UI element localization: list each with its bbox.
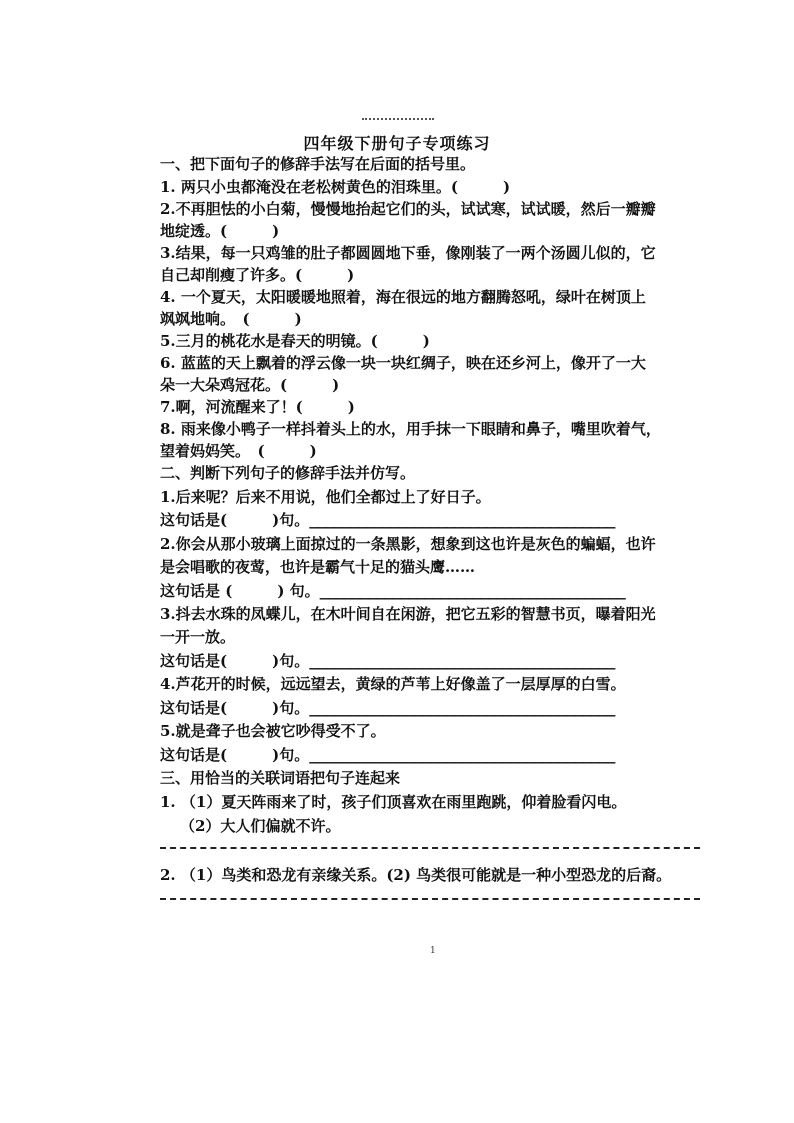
s1-line-4: 3.结果，每一只鸡雏的肚子都圆圆地下垂，像刚装了一两个汤圆儿似的，它 bbox=[160, 244, 656, 262]
s2-answer-4-label: 这句话是( )句。 bbox=[160, 699, 310, 717]
s3-q1-part2: （2）大人们偏就不许。 bbox=[180, 817, 341, 835]
s1-line-1: 1. 两只小虫都淹没在老松树黄色的泪珠里。( ) bbox=[160, 178, 511, 196]
s2-q3-line1: 3.抖去水珠的凤蝶儿，在木叶间自在闲游，把它五彩的智慧书页，曝着阳光 bbox=[160, 605, 656, 623]
s3-q2-answer-line[interactable] bbox=[160, 898, 700, 900]
s3-q1-part1: 1. （1）夏天阵雨来了时，孩子们顶喜欢在雨里跑跳，仰着脸看闪电。 bbox=[160, 793, 627, 811]
s2-q5: 5.就是聋子也会被它吵得受不了。 bbox=[160, 722, 386, 740]
s2-answer-2-rule: ______________________________________ bbox=[319, 582, 625, 600]
s1-line-3: 地绽透。( ) bbox=[160, 222, 280, 240]
s2-answer-1 bbox=[160, 510, 614, 530]
s2-answer-5 bbox=[160, 745, 614, 765]
s2-answer-3-label: 这句话是( )句。 bbox=[160, 652, 310, 670]
page-title: 四年级下册句子专项练习 bbox=[303, 134, 491, 153]
s1-line-11: 7.啊，河流醒来了！( ) bbox=[160, 398, 355, 416]
s1-line-10: 朵一大朵鸡冠花。( ) bbox=[160, 376, 340, 394]
s2-answer-3 bbox=[160, 651, 614, 671]
s1-line-9: 6. 蓝蓝的天上飘着的浮云像一块一块红绸子，映在还乡河上，像开了一大 bbox=[160, 354, 646, 372]
s2-answer-4 bbox=[160, 698, 614, 718]
s2-answer-1-label: 这句话是( )句。 bbox=[160, 511, 310, 529]
s1-line-5: 自己却削瘦了许多。( ) bbox=[160, 266, 355, 284]
page-number: 1 bbox=[430, 946, 436, 956]
s2-answer-4-rule: ______________________________________ bbox=[309, 699, 615, 717]
s3-q1-answer-line[interactable] bbox=[160, 847, 700, 849]
s2-q3-line2: 一开一放。 bbox=[160, 628, 236, 646]
s2-q1: 1.后来呢？后来不用说，他们全都过上了好日子。 bbox=[160, 488, 491, 506]
s2-answer-1-rule: ______________________________________ bbox=[309, 511, 615, 529]
section3-heading: 三、用恰当的关联词语把句子连起来 bbox=[160, 769, 401, 787]
s3-q2: 2. （1）鸟类和恐龙有亲缘关系。(2) 鸟类很可能就是一种小型恐龙的后裔。 bbox=[160, 866, 672, 884]
s2-q2-line2: 是会唱歌的夜莺，也许是霸气十足的猫头鹰…… bbox=[160, 558, 476, 576]
s1-line-12: 8. 雨来像小鸭子一样抖着头上的水，用手抹一下眼睛和鼻子，嘴里吹着气， bbox=[160, 420, 661, 438]
header-scribble bbox=[362, 118, 434, 126]
s2-answer-5-rule: ______________________________________ bbox=[309, 746, 615, 764]
s1-line-8: 5.三月的桃花水是春天的明镜。( ) bbox=[160, 332, 430, 350]
section2-heading: 二、判断下列句子的修辞手法并仿写。 bbox=[160, 464, 416, 482]
s2-answer-2-label: 这句话是 ( ) 句。 bbox=[160, 582, 320, 600]
section1-heading: 一、把下面句子的修辞手法写在后面的括号里。 bbox=[160, 155, 476, 173]
s1-line-2: 2.不再胆怯的小白菊，慢慢地抬起它们的头，试试寒，试试暖，然后一瓣瓣 bbox=[160, 200, 656, 218]
s2-q4: 4.芦花开的时候，远远望去，黄绿的芦苇上好像盖了一层厚厚的白雪。 bbox=[160, 675, 626, 693]
s1-line-13: 望着妈妈笑。 ( ) bbox=[160, 442, 317, 460]
s1-line-6: 4. 一个夏天，太阳暖暖地照着，海在很远的地方翻腾怒吼，绿叶在树顶上 bbox=[160, 288, 646, 306]
s2-answer-2 bbox=[160, 581, 625, 601]
s2-answer-3-rule: ______________________________________ bbox=[309, 652, 615, 670]
s2-q2-line1: 2.你会从那小玻璃上面掠过的一条黑影，想象到这也许是灰色的蝙蝠，也许 bbox=[160, 535, 656, 553]
s2-answer-5-label: 这句话是( )句。 bbox=[160, 746, 310, 764]
s1-line-7: 飒飒地响。 ( ) bbox=[160, 310, 302, 328]
